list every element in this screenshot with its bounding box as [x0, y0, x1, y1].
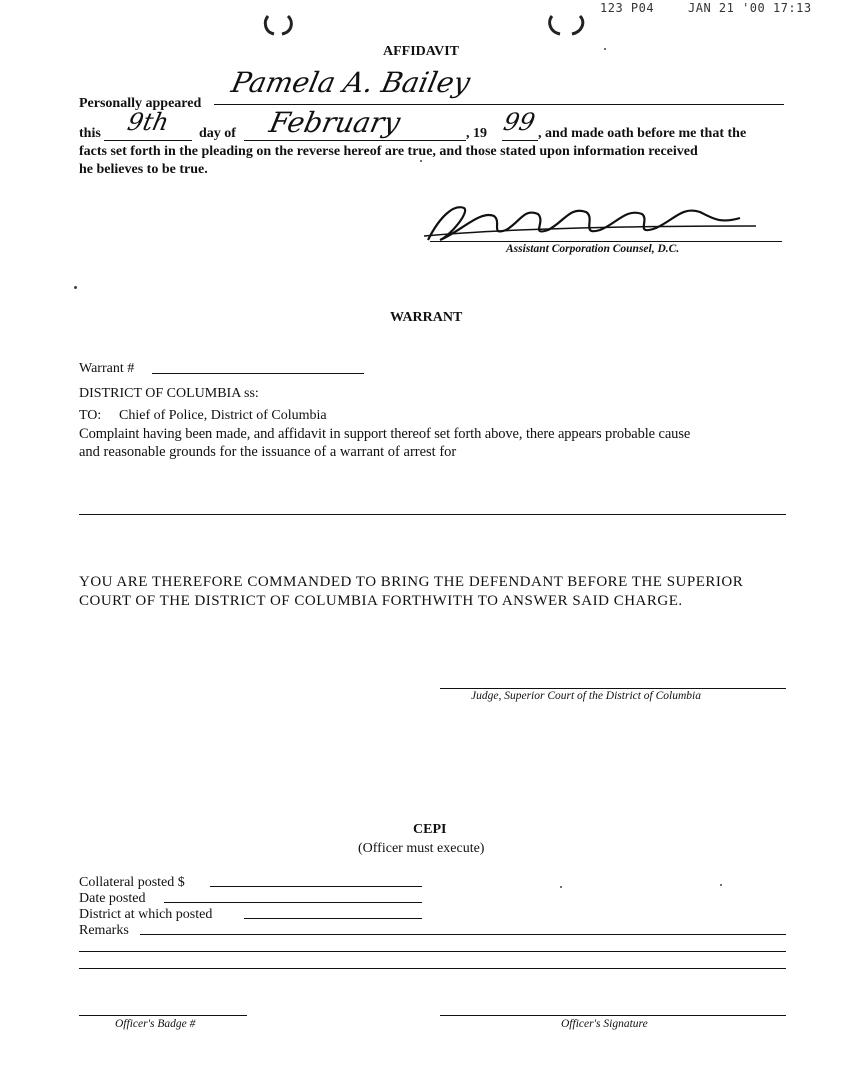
warrant-number-line	[152, 373, 364, 374]
scan-speck	[604, 48, 606, 50]
officer-signature-line	[440, 1015, 786, 1016]
scan-speck	[560, 886, 562, 888]
scan-speck	[420, 160, 422, 162]
remarks-label: Remarks	[79, 923, 129, 938]
district-posted-line	[244, 918, 422, 919]
day-line	[104, 140, 192, 141]
to-label: TO:	[79, 408, 102, 423]
scan-speck	[74, 286, 77, 289]
date-posted-line	[164, 902, 422, 903]
collateral-label: Collateral posted $	[79, 875, 185, 890]
warrant-number-label: Warrant #	[79, 361, 135, 376]
collateral-line	[210, 886, 422, 887]
date-posted-label: Date posted	[79, 891, 146, 906]
command-line-2: COURT OF THE DISTRICT OF COLUMBIA FORTHWITH TO ANSWER SAID CHARGE.	[79, 593, 683, 609]
cepi-subtitle: (Officer must execute)	[358, 841, 485, 856]
punch-hole-right-icon	[546, 12, 588, 38]
warrant-title: WARRANT	[390, 310, 463, 325]
day-handwritten: 9th	[125, 108, 172, 136]
appeared-name-line	[214, 104, 784, 105]
judge-caption: Judge, Superior Court of the District of Columbia	[471, 690, 701, 702]
year-prefix: , 19	[466, 126, 487, 141]
affidavit-line-3: he believes to be true.	[79, 162, 208, 177]
scan-speck	[720, 884, 722, 886]
district-label: DISTRICT OF COLUMBIA ss:	[79, 386, 259, 401]
fax-page-id: 123 P04	[600, 1, 655, 15]
oath-text: , and made oath before me that the	[538, 126, 747, 141]
officer-signature-caption: Officer's Signature	[561, 1018, 648, 1030]
badge-line	[79, 1015, 247, 1016]
this-label: this	[79, 126, 101, 141]
affidavit-title: AFFIDAVIT	[383, 44, 459, 59]
badge-caption: Officer's Badge #	[115, 1018, 196, 1030]
complaint-line-1: Complaint having been made, and affidavit in support thereof set forth above, there appears probable cause	[79, 426, 691, 442]
command-line-1: YOU ARE THEREFORE COMMANDED TO BRING THE DEFENDANT BEFORE THE SUPERIOR	[79, 574, 744, 590]
affidavit-line-2: facts set forth in the pleading on the reverse hereof are true, and those stated upon information received	[79, 144, 698, 159]
appeared-name-handwritten: Pamela A. Bailey	[228, 66, 474, 99]
year-handwritten: 99	[501, 108, 538, 136]
day-of-label: day of	[199, 126, 236, 141]
month-line	[244, 140, 466, 141]
cepi-title: CEPI	[413, 822, 447, 837]
remarks-line-2	[79, 951, 786, 952]
year-line	[502, 140, 538, 141]
month-handwritten: February	[266, 106, 404, 139]
personally-appeared-label: Personally appeared	[79, 96, 202, 111]
remarks-line-3	[79, 968, 786, 969]
arrest-for-line	[79, 514, 786, 515]
to-value: Chief of Police, District of Columbia	[119, 408, 327, 423]
judge-signature-line	[440, 688, 786, 689]
complaint-line-2: and reasonable grounds for the issuance of a warrant of arrest for	[79, 444, 457, 460]
counsel-signature-line	[430, 241, 782, 242]
counsel-caption: Assistant Corporation Counsel, D.C.	[506, 243, 680, 255]
district-posted-label: District at which posted	[79, 907, 213, 922]
fax-timestamp: JAN 21 '00 17:13	[688, 1, 812, 15]
remarks-line-1	[140, 934, 786, 935]
punch-hole-left-icon	[262, 12, 296, 38]
